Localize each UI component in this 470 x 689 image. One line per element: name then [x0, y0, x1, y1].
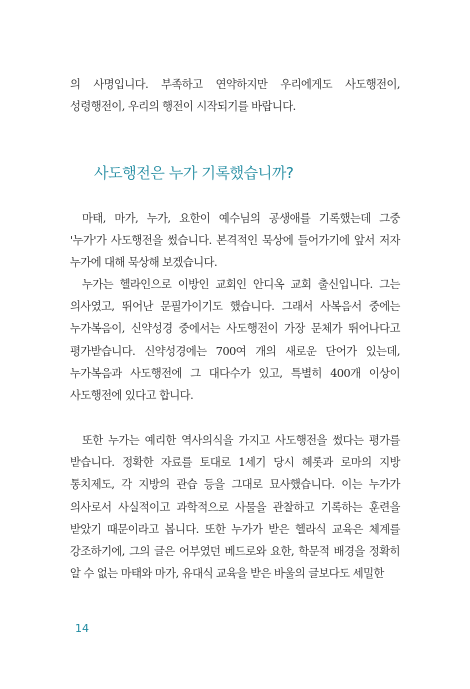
body-paragraph: 마태, 마가, 누가, 요한이 예수님의 공생애를 기록했는데 그중 '누가'가 사도행전을 썼습니다. 본격적인 묵상에 들어가기에 앞서 저자 누가에 대해 묵상해 보겠습니다. — [70, 212, 400, 270]
section-heading: 사도행전은 누가 기록했습니까? — [94, 164, 294, 182]
body-paragraph: 누가는 헬라인으로 이방인 교회인 안디옥 교회 출신입니다. 그는 의사였고, 뛰어난 문필가이기도 했습니다. 그래서 사복음서 중에는 누가복음이, 신약성경 중에서는 사도행전이 가장 문체가 뛰어나다고 평가받습니다. 신약성경에는 700여 개의 새로운 단어가 있는데, 누가복음과 사도행전에 그 대다수가 있고, 특별히 400개 이상이 사도행전에 있다고 합니다. — [70, 278, 400, 403]
page-number: 14 — [75, 622, 89, 635]
intro-paragraph: 의 사명입니다. 부족하고 연약하지만 우리에게도 사도행전이, 성령행전이, 우리의 행전이 시작되기를 바랍니다. — [70, 78, 400, 114]
body-paragraph: 또한 누가는 예리한 역사의식을 가지고 사도행전을 썼다는 평가를 받습니다. 정확한 자료를 토대로 1세기 당시 헤롯과 로마의 지방 통치제도, 각 지방의 관습 등을 그대로 묘사했습니다. 이는 누가가 의사로서 사실적이고 과학적으로 사물을 관찰하고 기록하는 훈련을 받았기 때문이라고 봅니다. 또한 누가가 받은 헬라식 교육은 체계를 강조하기에, 그의 글은 어부였던 베드로와 요한, 학문적 배경을 정확히 알 수 없는 마태와 마가, 유대식 교육을 받은 바울의 글보다도 세밀한 — [70, 434, 400, 581]
